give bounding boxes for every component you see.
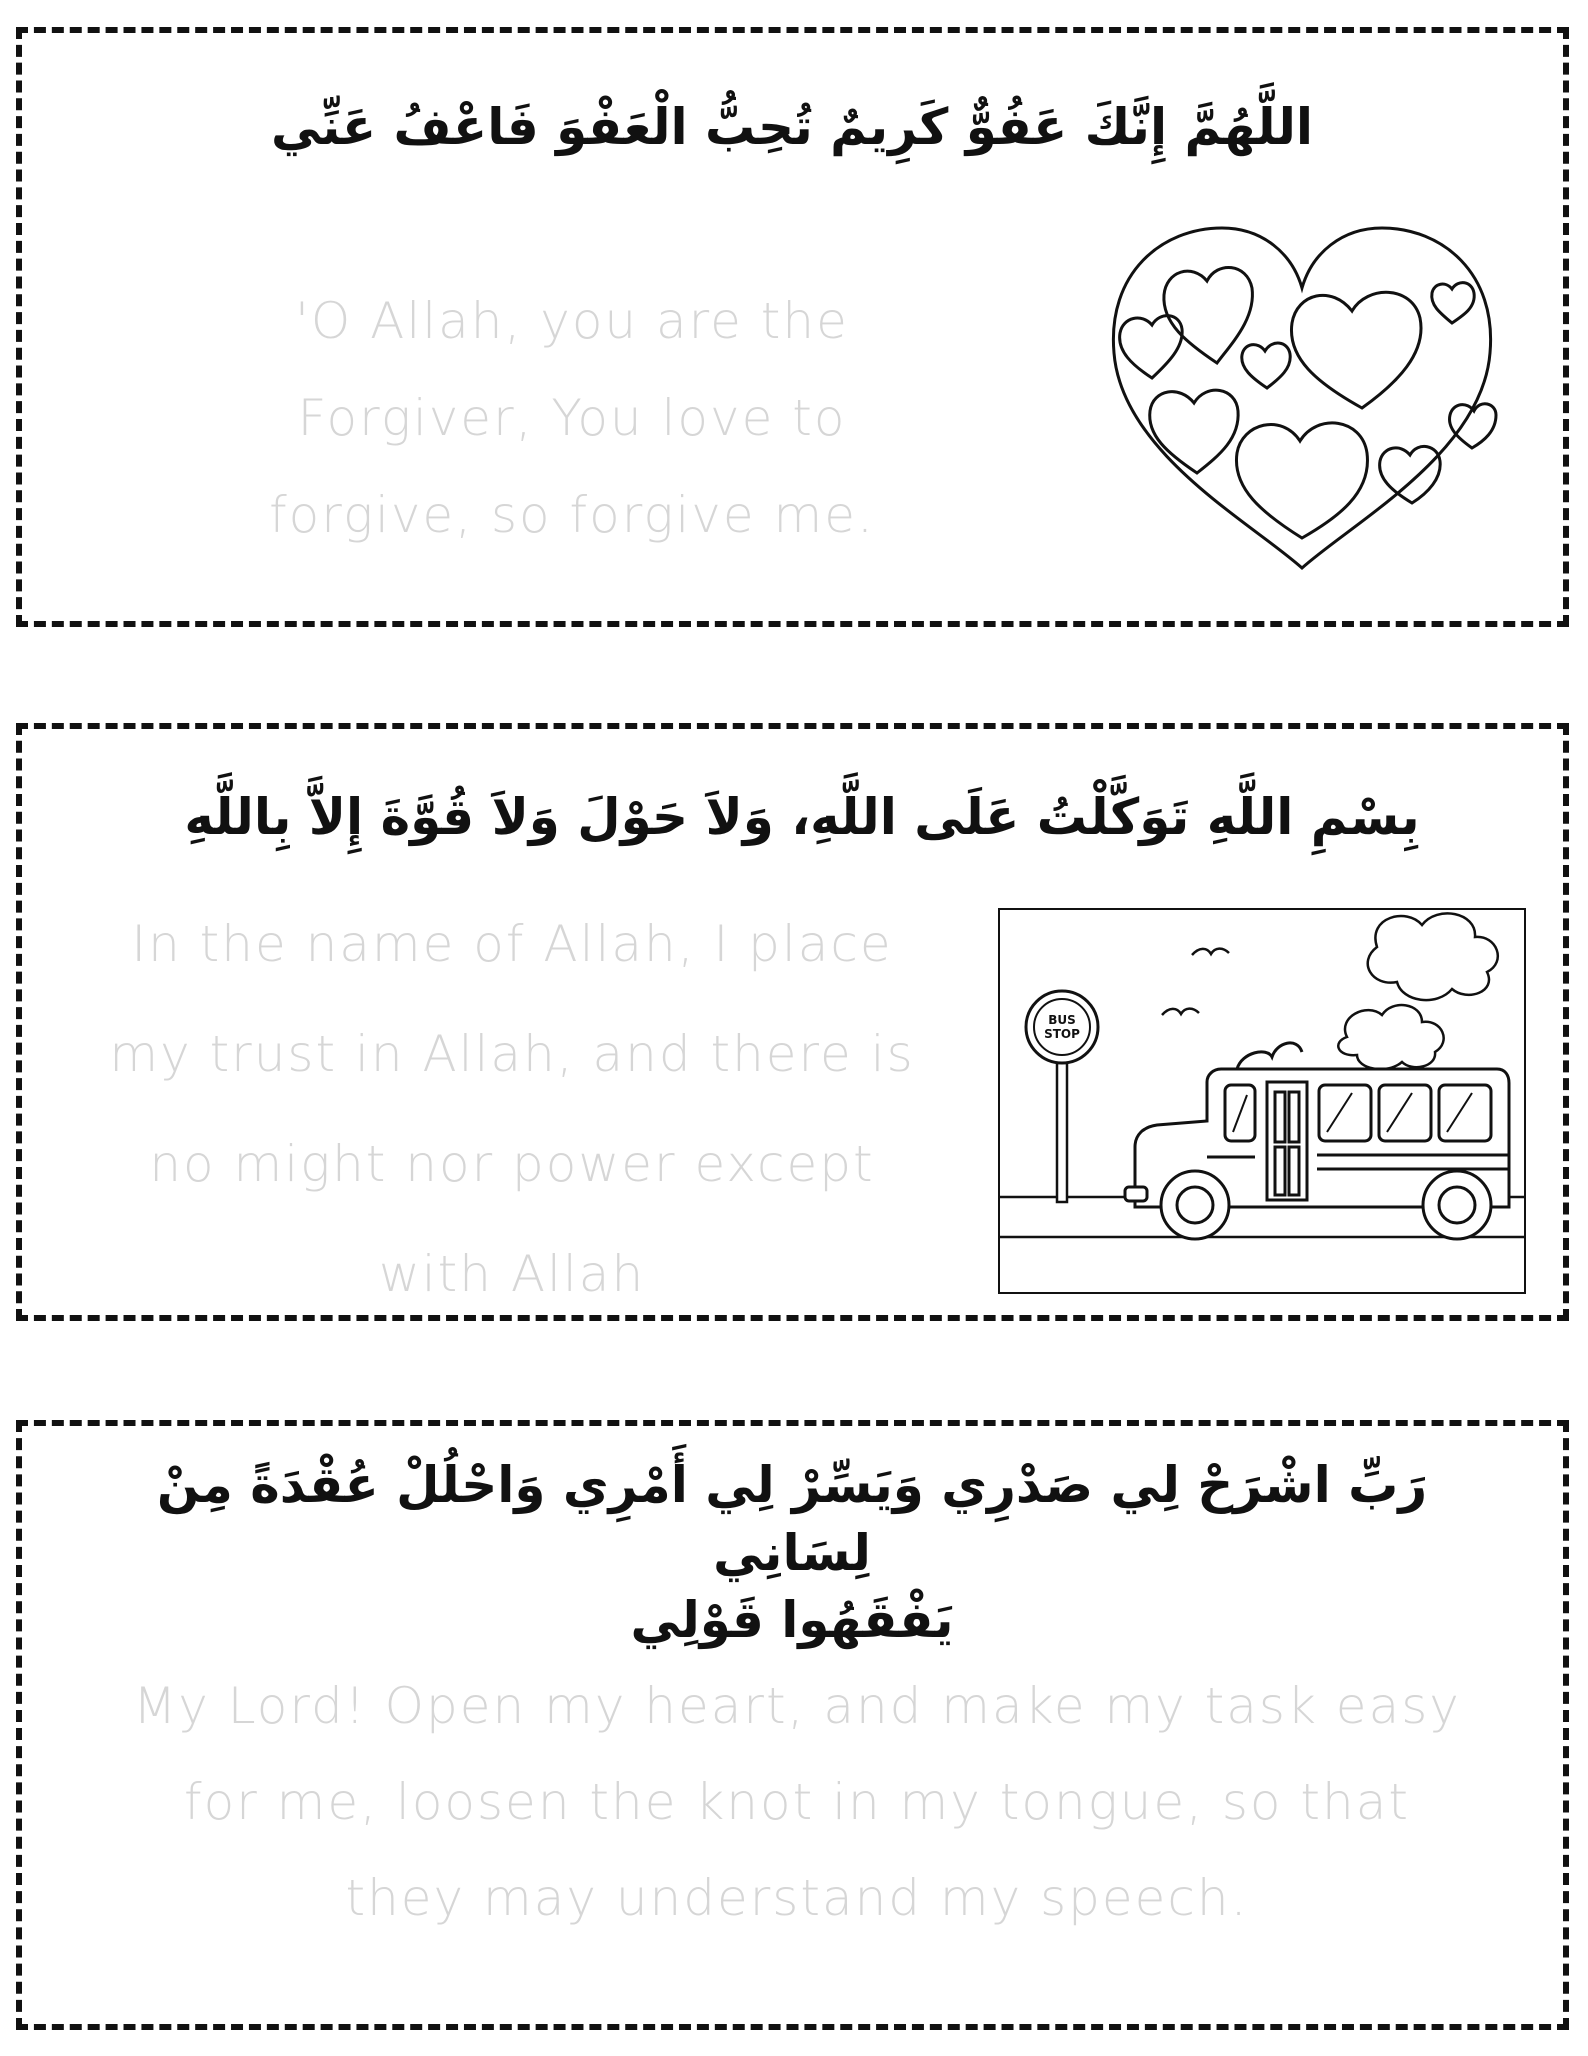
english-tracing-text: [192, 273, 952, 564]
tracing-line: Forgiver, You love to: [297, 389, 847, 447]
dua-card-leaving-home: [16, 723, 1569, 1321]
tracing-line: with Allah: [378, 1245, 646, 1303]
tracing-line: no might nor power except: [149, 1135, 875, 1193]
bus-stop-sign-text: BUS: [1048, 1013, 1076, 1027]
dua-card-forgiveness: [16, 27, 1569, 627]
arabic-dua-text: [92, 1452, 1492, 1655]
english-tracing-text: [52, 1658, 1542, 1946]
dua-card-open-heart: [16, 1420, 1569, 2030]
arabic-dua-text: اللَّهُمَّ إِنَّكَ عَفُوٌّ كَرِيمٌ تُحِبُّ الْعَفْوَ فَاعْفُ عَنِّي: [270, 98, 1314, 156]
arabic-line: يَفْقَهُوا قَوْلِي: [630, 1591, 954, 1649]
bus-stop-sign-text: STOP: [1044, 1027, 1080, 1041]
tracing-line: In the name of Allah, I place: [131, 915, 893, 973]
tracing-line: my trust in Allah, and there is: [109, 1025, 915, 1083]
tracing-line: 'O Allah, you are the: [295, 292, 849, 350]
tracing-line: for me, loosen the knot in my tongue, so that: [184, 1773, 1410, 1831]
tracing-line: forgive, so forgive me.: [269, 486, 875, 544]
school-bus-icon: [997, 907, 1527, 1295]
english-tracing-text: [42, 889, 982, 1329]
tracing-line: they may understand my speech.: [345, 1869, 1249, 1927]
arabic-line: رَبِّ اشْرَحْ لِي صَدْرِي وَيَسِّرْ لِي أَمْرِي وَاحْلُلْ عُقْدَةً مِنْ لِسَانِي: [156, 1456, 1428, 1582]
tracing-line: My Lord! Open my heart, and make my task easy: [133, 1677, 1461, 1735]
heart-of-hearts-icon: [1102, 213, 1502, 573]
arabic-dua-text: بِسْمِ اللَّهِ تَوَكَّلْتُ عَلَى اللَّهِ، وَلاَ حَوْلَ وَلاَ قُوَّةَ إِلاَّ بِاللَّهِ: [184, 788, 1420, 846]
